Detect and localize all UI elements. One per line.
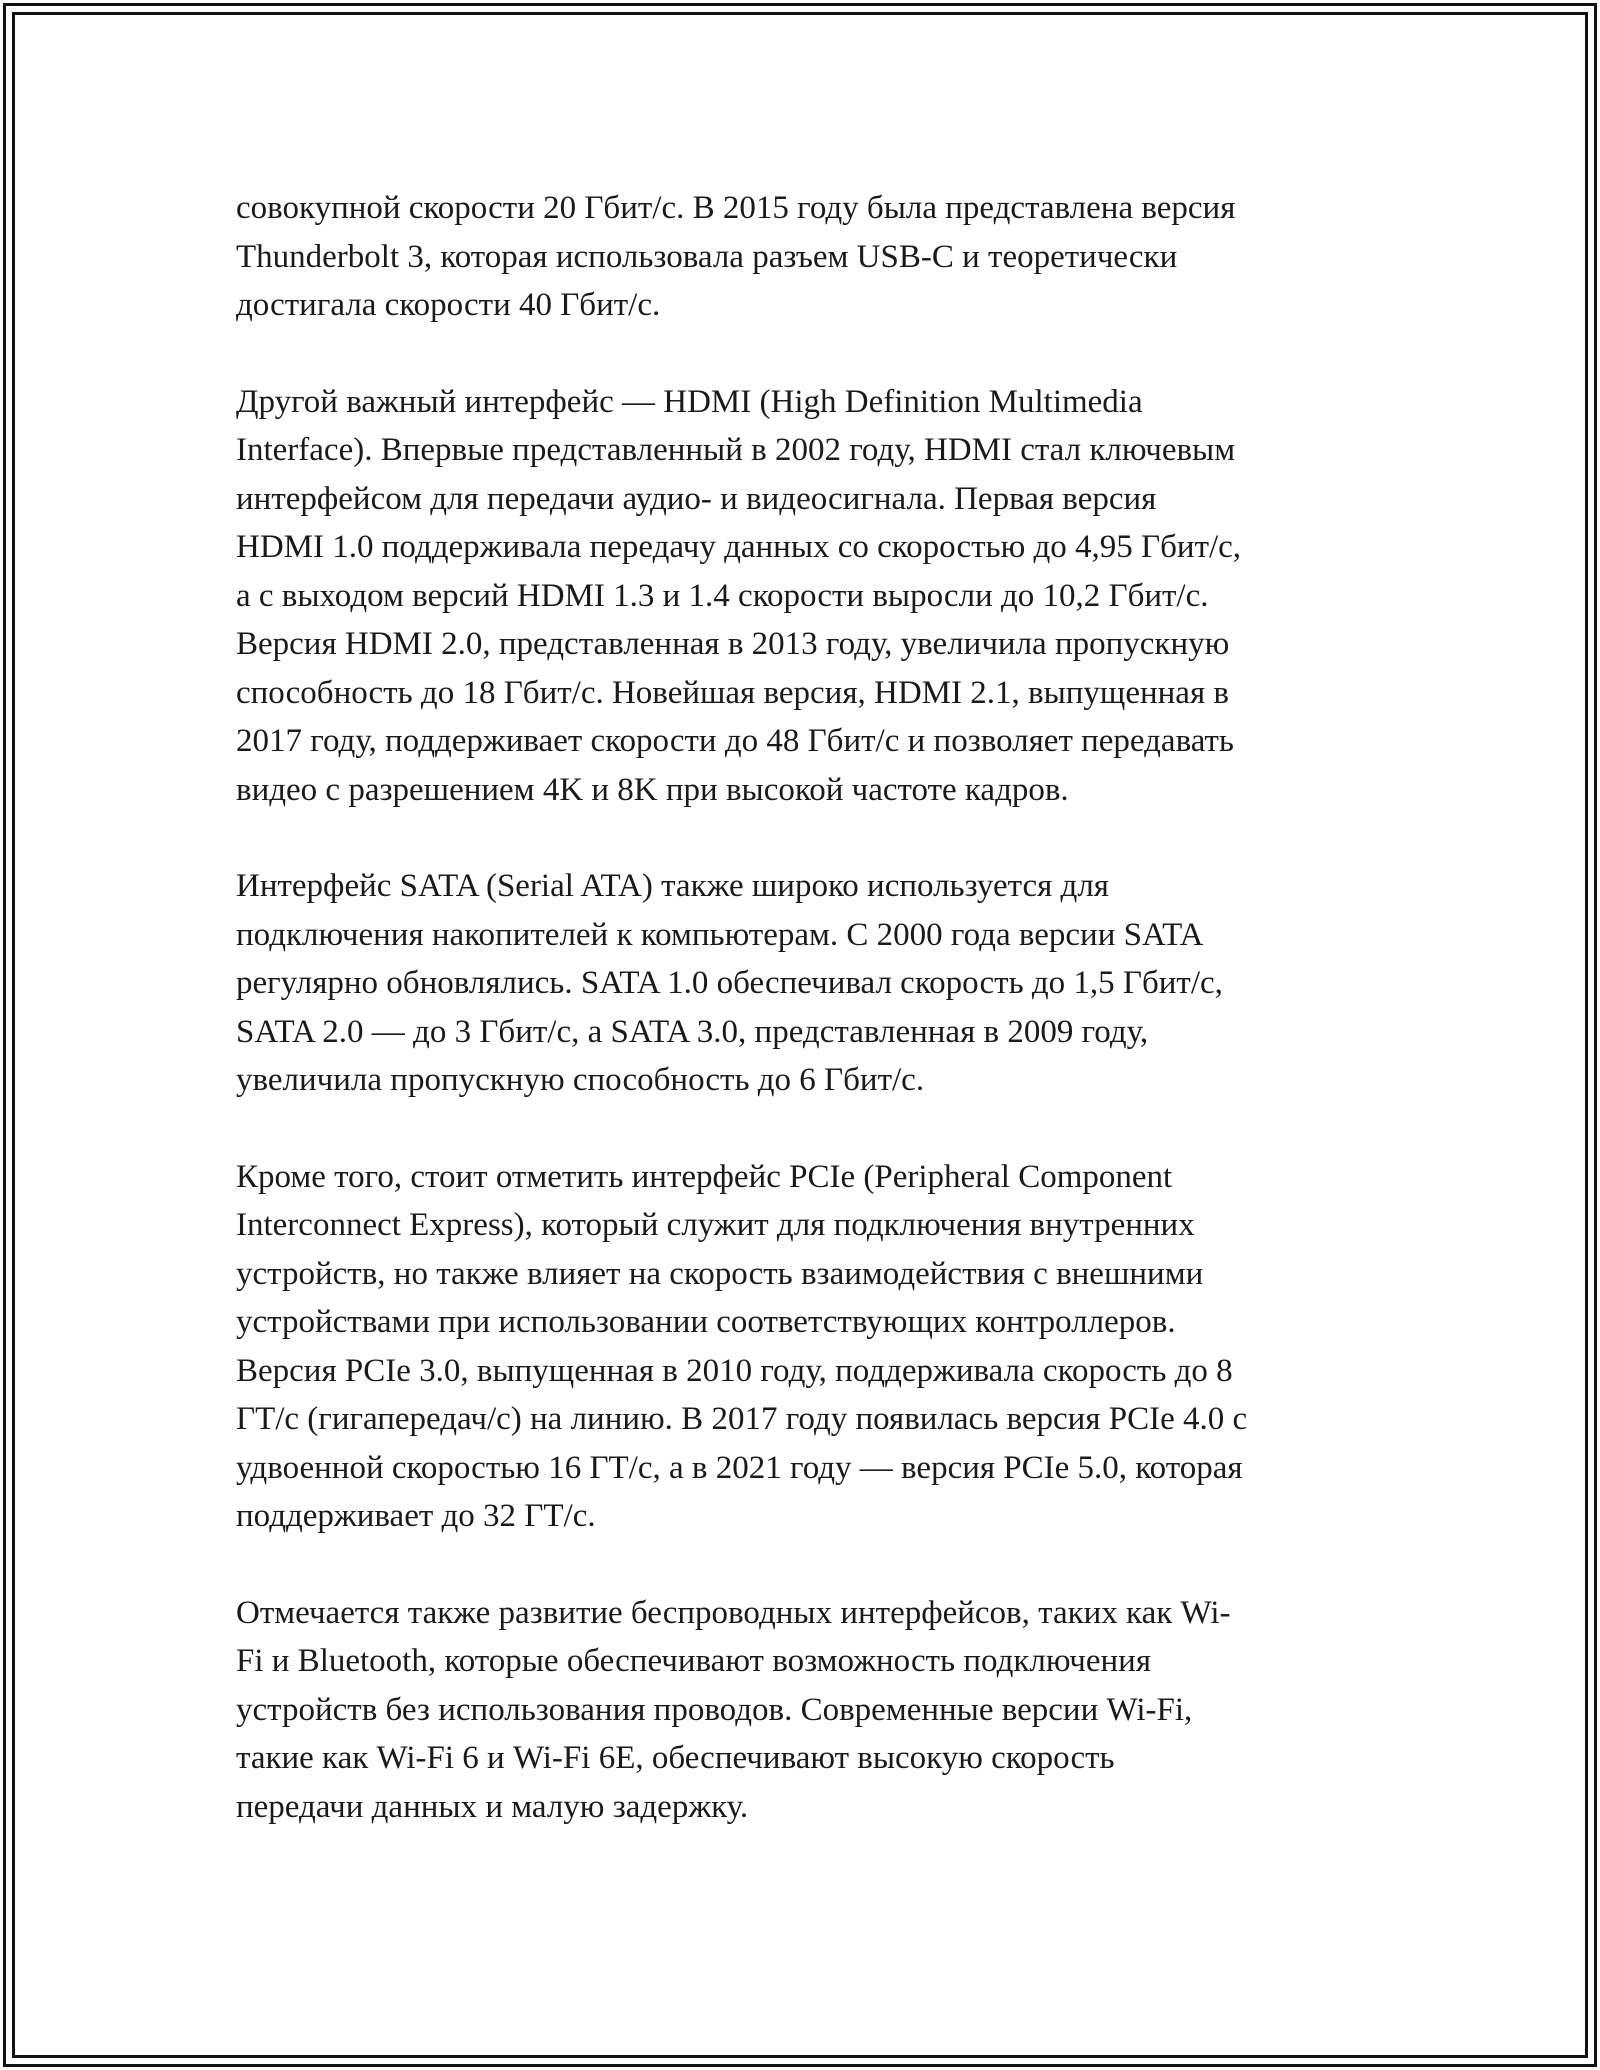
paragraph-wireless <box>236 1589 1366 1832</box>
text-line: устройств, но также влияет на скорость взаимодействия с внешними <box>236 1255 1204 1292</box>
text-line: Интерфейс SATA (Serial ATA) также широко используется для <box>236 868 1109 904</box>
text-line: передачи данных и малую задержку. <box>236 1788 749 1825</box>
paragraph-sata <box>236 862 1366 1105</box>
text-line: регулярно обновлялись. SATA 1.0 обеспечивал скорость до 1,5 Гбит/с, <box>236 965 1223 1001</box>
text-line: такие как Wi-Fi 6 и Wi-Fi 6E, обеспечивают высокую скорость <box>236 1740 1115 1776</box>
text-line: Fi и Bluetooth, которые обеспечивают возможность подключения <box>236 1643 1151 1679</box>
text-line: Версия HDMI 2.0, представленная в 2013 году, увеличила пропускную <box>236 626 1230 662</box>
text-line: подключения накопителей к компьютерам. С 2000 года версии SATA <box>236 916 1204 953</box>
text-line: Кроме того, стоит отметить интерфейс PCIe (Peripheral Component <box>236 1158 1173 1195</box>
text-line: Interface). Впервые представленный в 2002 году, HDMI стал ключевым <box>236 432 1236 468</box>
text-line: видео с разрешением 4K и 8K при высокой частоте кадров. <box>236 771 1069 808</box>
text-line: Версия PCIe 3.0, выпущенная в 2010 году, поддерживала скорость до 8 <box>236 1352 1233 1389</box>
text-line: а с выходом версий HDMI 1.3 и 1.4 скорости выросли до 10,2 Гбит/с. <box>236 577 1209 614</box>
text-line: устройствами при использовании соответствующих контроллеров. <box>236 1304 1176 1340</box>
text-line: Отмечается также развитие беспроводных интерфейсов, таких как Wi- <box>236 1594 1231 1631</box>
text-line: устройств без использования проводов. Современные версии Wi-Fi, <box>236 1691 1193 1728</box>
text-line: достигала скорости 40 Гбит/с. <box>236 287 661 323</box>
text-line: HDMI 1.0 поддерживала передачу данных со скоростью до 4,95 Гбит/с, <box>236 529 1242 565</box>
paragraph-pcie <box>236 1153 1366 1541</box>
text-line: совокупной скорости 20 Гбит/с. В 2015 году была представлена версия <box>236 190 1236 226</box>
text-line: SATA 2.0 — до 3 Гбит/с, а SATA 3.0, представленная в 2009 году, <box>236 1013 1149 1050</box>
text-line: удвоенной скоростью 16 ГТ/с, а в 2021 году — версия PCIe 5.0, которая <box>236 1449 1243 1486</box>
paragraph-thunderbolt <box>236 184 1366 330</box>
text-line: Thunderbolt 3, которая использовала разъем USB-C и теоретически <box>236 238 1178 275</box>
text-line: Interconnect Express), который служит для подключения внутренних <box>236 1207 1195 1243</box>
paragraph-hdmi <box>236 378 1366 815</box>
text-line: ГТ/с (гигапередач/с) на линию. В 2017 году появилась версия PCIe 4.0 с <box>236 1401 1248 1437</box>
text-line: Другой важный интерфейс — HDMI (High Definition Multimedia <box>236 383 1143 420</box>
text-line: увеличила пропускную способность до 6 Гбит/с. <box>236 1062 925 1098</box>
document-body <box>236 184 1366 1879</box>
text-line: поддерживает до 32 ГТ/с. <box>236 1498 596 1534</box>
text-line: способность до 18 Гбит/с. Новейшая версия, HDMI 2.1, выпущенная в <box>236 674 1229 711</box>
text-line: 2017 году, поддерживает скорости до 48 Гбит/с и позволяет передавать <box>236 723 1234 759</box>
text-line: интерфейсом для передачи аудио- и видеосигнала. Первая версия <box>236 480 1157 517</box>
